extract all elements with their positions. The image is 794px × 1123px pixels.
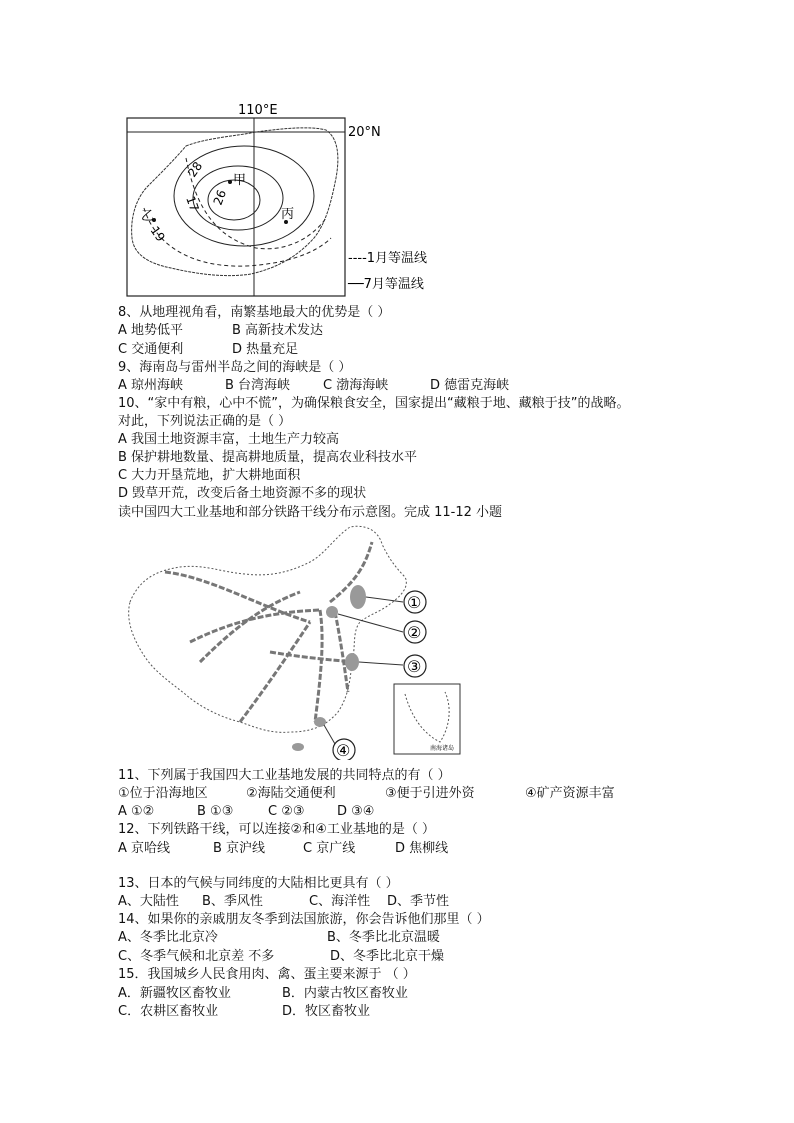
q10-option-b: B 保护耕地数量、提高耕地质量，提高农业科技水平 bbox=[118, 450, 418, 465]
base-1-area bbox=[350, 585, 366, 609]
q8-option-c: C 交通便利 bbox=[118, 342, 184, 357]
q11-option-b: B ①③ bbox=[197, 804, 234, 819]
base-3-area bbox=[345, 653, 359, 671]
q9-option-b: B 台湾海峡 bbox=[225, 378, 291, 393]
q11-statement-4: ④矿产资源丰富 bbox=[525, 786, 615, 801]
q14-option-b: B、冬季比北京温暖 bbox=[327, 930, 440, 945]
q13-option-d: D、季节性 bbox=[387, 894, 450, 909]
point-jia-label: 甲 bbox=[233, 173, 247, 188]
isotherm-label-17: 17 bbox=[183, 194, 202, 214]
q12-option-c: C 京广线 bbox=[303, 841, 356, 856]
hainan-isotherm-map bbox=[126, 98, 456, 298]
q10-option-d: D 毁草开荒，改变后备土地资源不多的现状 bbox=[118, 486, 367, 501]
q13-option-b: B、季风性 bbox=[202, 894, 263, 909]
q13-option-c: C、海洋性 bbox=[309, 894, 371, 909]
q11-option-c: C ②③ bbox=[268, 804, 305, 819]
q14-stem: 14、如果你的亲戚朋友冬季到法国旅游，你会告诉他们那里（ ） bbox=[118, 912, 490, 927]
legend-july: ──7月等温线 bbox=[348, 277, 424, 292]
q10-stem-line2: 对此，下列说法正确的是（ ） bbox=[118, 414, 292, 429]
hainan-island bbox=[292, 743, 304, 751]
q11-statement-1: ①位于沿海地区 bbox=[118, 786, 208, 801]
q13-option-a: A、大陆性 bbox=[118, 894, 179, 909]
q15-option-d: D．牧区畜牧业 bbox=[282, 1004, 371, 1019]
q15-option-c: C．农耕区畜牧业 bbox=[118, 1004, 219, 1019]
q15-option-b: B．内蒙古牧区畜牧业 bbox=[282, 986, 408, 1001]
marker-1-label: ① bbox=[407, 593, 422, 612]
q10-option-a: A 我国土地资源丰富，土地生产力较高 bbox=[118, 432, 340, 447]
leader-lines bbox=[324, 597, 403, 744]
q15-stem: 15．我国城乡人民食用肉、禽、蛋主要来源于 （ ） bbox=[118, 967, 416, 982]
q9-option-d: D 德雷克海峡 bbox=[430, 378, 510, 393]
q10-option-c: C 大力开垦荒地，扩大耕地面积 bbox=[118, 468, 301, 483]
january-isotherm-19 bbox=[144, 208, 331, 266]
q11-option-d: D ③④ bbox=[337, 804, 375, 819]
q12-option-b: B 京沪线 bbox=[213, 841, 266, 856]
q12-option-d: D 焦柳线 bbox=[395, 841, 449, 856]
isotherm-label-28: 28 bbox=[184, 159, 206, 180]
legend-january: ----1月等温线 bbox=[348, 251, 428, 266]
q11-statement-2: ②海陆交通便利 bbox=[246, 786, 336, 801]
q11-option-a: A ①② bbox=[118, 804, 155, 819]
q9-option-c: C 渤海海峡 bbox=[323, 378, 389, 393]
q14-option-a: A、冬季比北京冷 bbox=[118, 930, 218, 945]
base-2-area bbox=[326, 606, 338, 618]
marker-2-label: ② bbox=[407, 623, 422, 642]
q9-stem: 9、海南岛与雷州半岛之间的海峡是（ ） bbox=[118, 360, 352, 375]
map2-intro: 读中国四大工业基地和部分铁路干线分布示意图。完成 11-12 小题 bbox=[118, 505, 503, 520]
q8-option-b: B 高新技术发达 bbox=[232, 323, 324, 338]
point-bing-label: 丙 bbox=[281, 207, 295, 222]
marker-4-label: ④ bbox=[336, 741, 351, 760]
q14-option-d: D、冬季比北京干燥 bbox=[330, 949, 445, 964]
q12-option-a: A 京哈线 bbox=[118, 841, 171, 856]
inset-dotted-line bbox=[405, 692, 449, 742]
q8-stem: 8、从地理视角看，南繁基地最大的优势是（ ） bbox=[118, 305, 391, 320]
china-industry-railway-map bbox=[120, 522, 465, 760]
q11-stem: 11、下列属于我国四大工业基地发展的共同特点的有（ ） bbox=[118, 768, 451, 783]
q10-stem-line1: 10、“家中有粮，心中不慌”，为确保粮食安全，国家提出“藏粮于地、藏粮于技”的战略。 bbox=[118, 396, 630, 411]
railway-lines bbox=[165, 542, 372, 722]
q13-stem: 13、日本的气候与同纬度的大陆相比更具有（ ） bbox=[118, 876, 399, 891]
inset-label: 南海诸岛 bbox=[430, 745, 455, 752]
isotherm-label-26: 26 bbox=[210, 187, 230, 208]
q8-option-d: D 热量充足 bbox=[232, 342, 299, 357]
point-jia-dot bbox=[228, 180, 232, 184]
q9-option-a: A 琼州海峡 bbox=[118, 378, 184, 393]
longitude-label: 110°E bbox=[238, 103, 278, 118]
q15-option-a: A．新疆牧区畜牧业 bbox=[118, 986, 231, 1001]
latitude-label: 20°N bbox=[348, 125, 381, 140]
q14-option-c: C、冬季气候和北京差 不多 bbox=[118, 949, 275, 964]
q11-statement-3: ③便于引进外资 bbox=[385, 786, 475, 801]
q8-option-a: A 地势低平 bbox=[118, 323, 184, 338]
marker-3-label: ③ bbox=[407, 657, 422, 676]
q12-stem: 12、下列铁路干线，可以连接②和④工业基地的是（ ） bbox=[118, 822, 435, 837]
point-yi-label: 乙 bbox=[141, 209, 155, 224]
south-china-sea-inset bbox=[394, 684, 460, 754]
isotherm-label-19: 19 bbox=[147, 223, 168, 245]
china-outline bbox=[129, 526, 407, 732]
